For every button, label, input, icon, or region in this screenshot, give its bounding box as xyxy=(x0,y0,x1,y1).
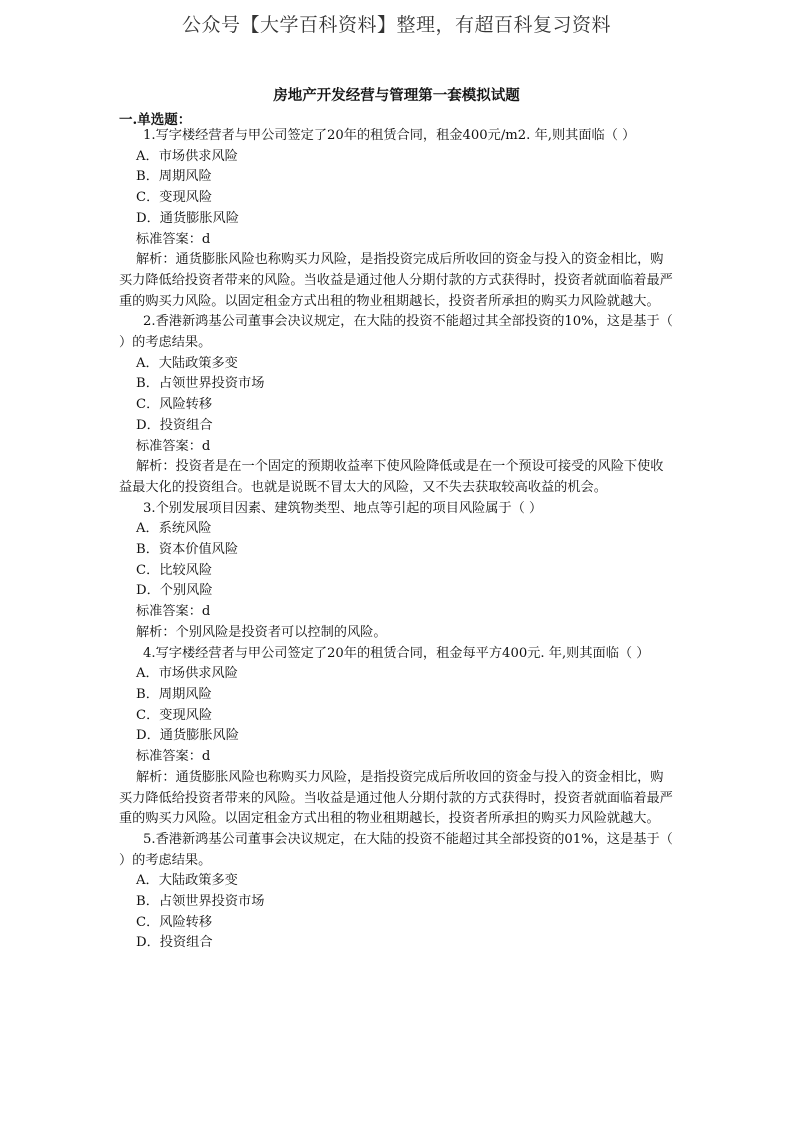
option-b: B．占领世界投资市场 xyxy=(136,894,265,910)
option-a: A．大陆政策多变 xyxy=(136,873,238,889)
standard-answer: 标准答案：d xyxy=(136,604,211,620)
option-d: D．投资组合 xyxy=(136,417,213,433)
option-c: C．风险转移 xyxy=(136,914,213,930)
document-title: 房地产开发经营与管理第一套模拟试题 xyxy=(273,87,520,104)
explanation: 解析：个别风险是投资者可以控制的风险。 xyxy=(136,624,387,640)
question-block xyxy=(119,499,675,644)
option-d: D．通货膨胀风险 xyxy=(136,210,239,226)
explanation: 解析：投资者是在一个固定的预期收益率下使风险降低或是在一个预设可接受的风险下使收益最大化的投资组合。也就是说既不冒太大的风险，又不失去获取较高收益的机会。 xyxy=(119,459,664,495)
question-stem: 1.写字楼经营者与甲公司签定了20年的租赁合同，租金400元/m2. 年,则其面临（ ） xyxy=(143,128,636,143)
question-block xyxy=(119,312,675,498)
explanation: 解析：通货膨胀风险也称购买力风险，是指投资完成后所收回的资金与投入的资金相比，购买力降低给投资者带来的风险。当收益是通过他人分期付款的方式获得时，投资者就面临着最严重的购买力风险。以固定租金方式出租的物业租期越长，投资者所承担的购买力风险就越大。 xyxy=(119,252,673,309)
option-d: D．投资组合 xyxy=(136,935,213,951)
question-stem: 5.香港新鸿基公司董事会决议规定，在大陆的投资不能超过其全部投资的01%，这是基于（ ）的考虑结果。 xyxy=(119,831,673,868)
standard-answer: 标准答案：d xyxy=(136,438,211,454)
standard-answer: 标准答案：d xyxy=(136,749,211,765)
question-stem: 2.香港新鸿基公司董事会决议规定，在大陆的投资不能超过其全部投资的10%，这是基于（ ）的考虑结果。 xyxy=(119,314,673,351)
option-c: C．比较风险 xyxy=(136,562,213,578)
question-block xyxy=(119,126,675,312)
option-a: A．市场供求风险 xyxy=(136,148,238,164)
section-heading: 一.单选题： xyxy=(119,112,192,128)
option-b: B．周期风险 xyxy=(136,169,212,185)
option-d: D．个别风险 xyxy=(136,583,213,599)
option-b: B．占领世界投资市场 xyxy=(136,376,265,392)
option-b: B．周期风险 xyxy=(136,686,212,702)
option-c: C．风险转移 xyxy=(136,397,213,413)
watermark-banner: 公众号【大学百科资料】整理，有超百科复习资料 xyxy=(181,14,611,36)
option-d: D．通货膨胀风险 xyxy=(136,728,239,744)
option-a: A．大陆政策多变 xyxy=(136,355,238,371)
option-a: A．市场供求风险 xyxy=(136,666,238,682)
option-b: B．资本价值风险 xyxy=(136,542,239,558)
standard-answer: 标准答案：d xyxy=(136,231,211,247)
option-a: A．系统风险 xyxy=(136,521,212,537)
option-c: C．变现风险 xyxy=(136,190,213,206)
question-stem: 4.写字楼经营者与甲公司签定了20年的租赁合同，租金每平方400元. 年,则其面临（ ） xyxy=(143,645,650,661)
option-c: C．变现风险 xyxy=(136,707,213,723)
explanation: 解析：通货膨胀风险也称购买力风险，是指投资完成后所收回的资金与投入的资金相比，购买力降低给投资者带来的风险。当收益是通过他人分期付款的方式获得时，投资者就面临着最严重的购买力风险。以固定租金方式出租的物业租期越长，投资者所承担的购买力风险就越大。 xyxy=(119,769,673,827)
question-stem: 3.个别发展项目因素、建筑物类型、地点等引起的项目风险属于（ ） xyxy=(143,500,543,516)
question-list xyxy=(119,126,675,954)
question-block xyxy=(119,830,675,954)
question-block xyxy=(119,644,675,830)
